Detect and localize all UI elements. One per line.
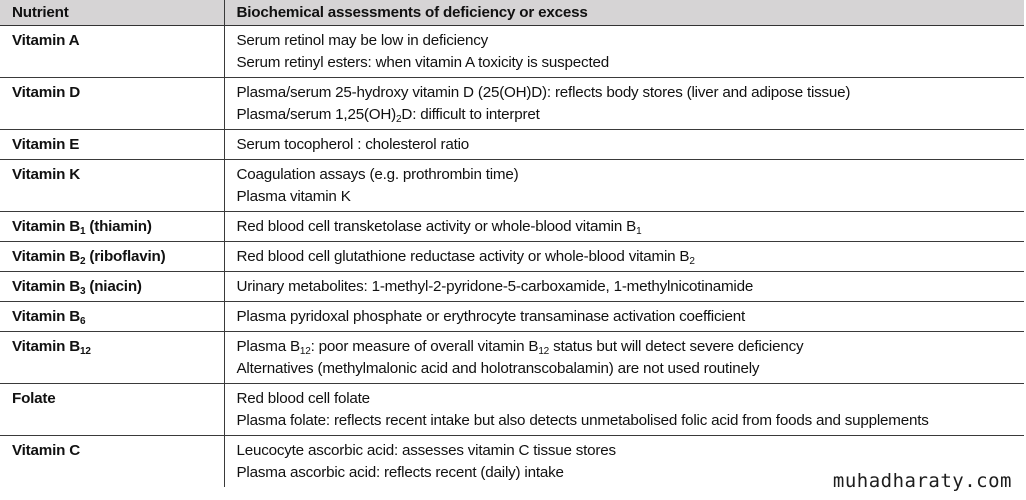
assessment-text: D: difficult to interpret — [401, 106, 540, 123]
table-row — [0, 332, 1024, 384]
assessment-text: Plasma/serum 1,25(OH) — [236, 106, 397, 123]
nutrient-name-subscript: 12 — [79, 346, 91, 357]
assessment-line — [237, 134, 1017, 156]
assessment-text: Serum tocopherol : cholesterol ratio — [236, 136, 470, 153]
assessment-text: Coagulation assays (e.g. prothrombin time) — [236, 166, 519, 183]
assessment-line — [237, 104, 1017, 126]
table-body — [0, 26, 1024, 488]
assessment-line — [237, 52, 1017, 74]
assessment-text: Serum retinyl esters: when vitamin A toxicity is suspected — [236, 54, 609, 71]
assessment-text: Plasma pyridoxal phosphate or erythrocyte transaminase activation coefficient — [236, 308, 746, 325]
assessment-text: Alternatives (methylmalonic acid and holotranscobalamin) are not used routinely — [236, 360, 760, 377]
assessment-line — [237, 246, 1017, 268]
table-row — [0, 130, 1024, 160]
nutrient-name: Vitamin B — [12, 338, 80, 355]
nutrient-cell — [0, 302, 224, 332]
nutrient-name: Folate — [12, 390, 56, 407]
nutrient-name: Vitamin K — [12, 166, 80, 183]
table-row — [0, 160, 1024, 212]
nutrient-name: Vitamin B — [12, 278, 80, 295]
nutrient-cell — [0, 332, 224, 384]
assessment-subscript: 12 — [299, 346, 311, 357]
assessment-line — [237, 358, 1017, 380]
assessment-cell — [224, 384, 1024, 436]
table-header-row — [0, 0, 1024, 26]
assessment-subscript: 2 — [689, 256, 695, 267]
column-header-assessment: Biochemical assessments of deficiency or excess — [224, 0, 1024, 26]
table-row — [0, 302, 1024, 332]
assessment-subscript: 1 — [636, 226, 642, 237]
assessment-cell — [224, 130, 1024, 160]
table-row — [0, 212, 1024, 242]
assessment-line — [237, 186, 1017, 208]
assessment-cell — [224, 272, 1024, 302]
assessment-text: Plasma folate: reflects recent intake but also detects unmetabolised folic acid from foods and supplements — [236, 412, 929, 429]
assessment-text: Plasma/serum 25-hydroxy vitamin D (25(OH)D): reflects body stores (liver and adipose tissue) — [236, 84, 851, 101]
nutrient-cell — [0, 384, 224, 436]
nutrient-cell — [0, 78, 224, 130]
assessment-line — [237, 306, 1017, 328]
nutrient-name: Vitamin B — [12, 248, 80, 265]
table-row — [0, 384, 1024, 436]
assessment-subscript: 2 — [396, 114, 402, 125]
assessment-text: Leucocyte ascorbic acid: assesses vitamin C tissue stores — [236, 442, 616, 459]
assessment-line — [237, 440, 1017, 462]
nutrient-name: Vitamin E — [12, 136, 80, 153]
assessment-cell — [224, 212, 1024, 242]
assessment-cell — [224, 332, 1024, 384]
nutrient-cell — [0, 160, 224, 212]
nutrient-name: Vitamin C — [12, 442, 80, 459]
nutrient-cell — [0, 242, 224, 272]
nutrient-name-subscript: 1 — [79, 226, 86, 237]
nutrient-name-qualifier: (thiamin) — [85, 218, 152, 235]
nutrient-cell — [0, 272, 224, 302]
nutrient-name-subscript: 2 — [79, 256, 86, 267]
assessment-subscript: 12 — [538, 346, 550, 357]
nutrient-name-qualifier: (niacin) — [85, 278, 142, 295]
assessment-cell — [224, 302, 1024, 332]
assessment-cell — [224, 160, 1024, 212]
nutrient-cell — [0, 436, 224, 488]
nutrient-name-qualifier: (riboflavin) — [85, 248, 166, 265]
nutrient-name: Vitamin A — [12, 32, 80, 49]
assessment-text: Plasma B — [236, 338, 300, 355]
assessment-cell — [224, 242, 1024, 272]
assessment-text: Red blood cell folate — [236, 390, 370, 407]
assessment-text: status but will detect severe deficiency — [549, 338, 804, 355]
assessment-text: Urinary metabolites: 1-methyl-2-pyridone-5-carboxamide, 1-methylnicotinamide — [236, 278, 754, 295]
table-row — [0, 272, 1024, 302]
column-header-nutrient: Nutrient — [0, 0, 224, 26]
assessment-text: : poor measure of overall vitamin B — [310, 338, 539, 355]
table-row — [0, 242, 1024, 272]
nutrient-name-subscript: 3 — [79, 286, 86, 297]
assessment-text: Serum retinol may be low in deficiency — [236, 32, 489, 49]
assessment-text: Red blood cell transketolase activity or whole-blood vitamin B — [236, 218, 637, 235]
nutrient-cell — [0, 130, 224, 160]
nutrient-cell — [0, 212, 224, 242]
nutrient-name: Vitamin B — [12, 308, 80, 325]
watermark-logo-text: muhadharaty.com — [832, 470, 1012, 492]
nutrient-name: Vitamin B — [12, 218, 80, 235]
assessment-line — [237, 30, 1017, 52]
table-row — [0, 78, 1024, 130]
assessment-line — [237, 276, 1017, 298]
assessment-cell — [224, 26, 1024, 78]
nutrient-name-subscript: 6 — [79, 316, 86, 327]
assessment-text: Red blood cell glutathione reductase activity or whole-blood vitamin B — [236, 248, 690, 265]
assessment-line — [237, 336, 1017, 358]
assessment-line — [237, 82, 1017, 104]
nutrient-cell — [0, 26, 224, 78]
assessment-line — [237, 164, 1017, 186]
assessment-text: Plasma ascorbic acid: reflects recent (daily) intake — [236, 464, 564, 481]
assessment-line — [237, 388, 1017, 410]
nutrient-name: Vitamin D — [12, 84, 80, 101]
assessment-cell — [224, 78, 1024, 130]
assessment-text: Plasma vitamin K — [236, 188, 351, 205]
assessment-line — [237, 216, 1017, 238]
table-row — [0, 26, 1024, 78]
assessment-line — [237, 410, 1017, 432]
